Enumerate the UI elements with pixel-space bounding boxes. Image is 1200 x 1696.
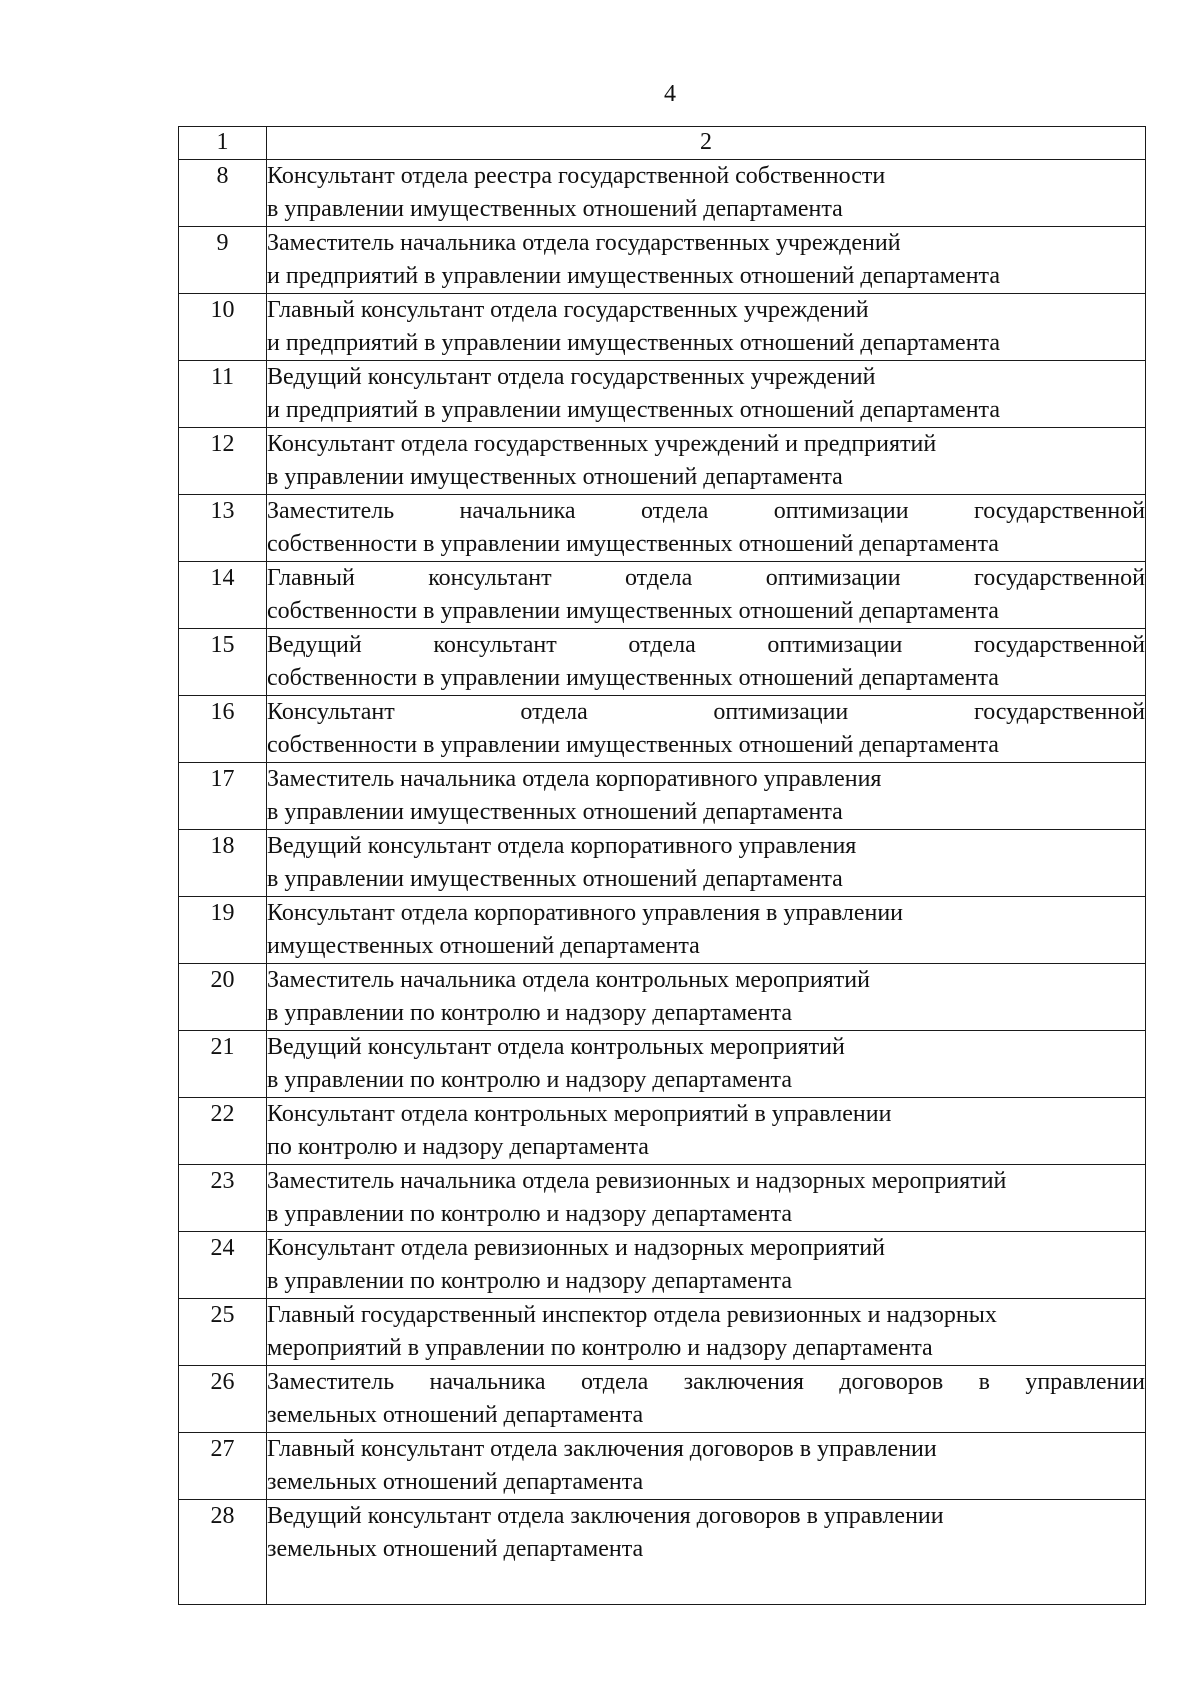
- table-row: [179, 428, 1146, 495]
- row-number: 19: [179, 897, 267, 964]
- table-row: [179, 1165, 1146, 1232]
- position-title: [267, 1366, 1146, 1433]
- row-number: 25: [179, 1299, 267, 1366]
- position-title: [267, 1299, 1146, 1366]
- position-title: [267, 495, 1146, 562]
- position-title-line: в управлении по контролю и надзору департамента: [267, 1000, 792, 1026]
- position-title: [267, 964, 1146, 1031]
- row-number: 27: [179, 1433, 267, 1500]
- position-title-line: Главный консультант отдела государственных учреждений: [267, 297, 869, 323]
- row-number: 13: [179, 495, 267, 562]
- position-title: [267, 629, 1146, 696]
- row-number: 14: [179, 562, 267, 629]
- position-title-line: Ведущий консультант отдела оптимизации государственной: [267, 632, 1145, 658]
- position-title-line: Заместитель начальника отдела ревизионных и надзорных мероприятий: [267, 1168, 1007, 1194]
- position-title-line: Главный государственный инспектор отдела ревизионных и надзорных: [267, 1302, 997, 1328]
- header-col-2: 2: [267, 127, 1146, 160]
- row-number: 16: [179, 696, 267, 763]
- position-title-line: собственности в управлении имущественных отношений департамента: [267, 598, 999, 624]
- position-title: [267, 897, 1146, 964]
- table-row: [179, 361, 1146, 428]
- position-title-line: земельных отношений департамента: [267, 1536, 644, 1562]
- position-title: [267, 1232, 1146, 1299]
- table-row: [179, 227, 1146, 294]
- position-title-line: Консультант отдела государственных учреждений и предприятий: [267, 431, 937, 457]
- row-number: 24: [179, 1232, 267, 1299]
- position-title-line: и предприятий в управлении имущественных отношений департамента: [267, 397, 1000, 423]
- position-title-line: Ведущий консультант отдела заключения договоров в управлении: [267, 1503, 944, 1529]
- position-title-line: Консультант отдела корпоративного управления в управлении: [267, 900, 903, 926]
- position-title: [267, 1098, 1146, 1165]
- position-title: [267, 1433, 1146, 1500]
- position-title-line: в управлении по контролю и надзору департамента: [267, 1268, 792, 1294]
- position-title-line: Ведущий консультант отдела корпоративного управления: [267, 833, 857, 859]
- row-number: 23: [179, 1165, 267, 1232]
- position-title: [267, 227, 1146, 294]
- position-title: [267, 428, 1146, 495]
- row-number: 11: [179, 361, 267, 428]
- position-title-line: Ведущий консультант отдела государственных учреждений: [267, 364, 876, 390]
- position-title-line: Заместитель начальника отдела оптимизации государственной: [267, 498, 1145, 524]
- position-title-line: Главный консультант отдела заключения договоров в управлении: [267, 1436, 937, 1462]
- table-row: [179, 696, 1146, 763]
- position-title: [267, 696, 1146, 763]
- table-row: [179, 629, 1146, 696]
- table-row: [179, 160, 1146, 227]
- table-row: [179, 897, 1146, 964]
- position-title-line: Консультант отдела оптимизации государственной: [267, 699, 1145, 725]
- position-title-line: Заместитель начальника отдела государственных учреждений: [267, 230, 901, 256]
- row-number: 15: [179, 629, 267, 696]
- table-header-row: [179, 127, 1146, 160]
- row-number: 21: [179, 1031, 267, 1098]
- position-title: [267, 830, 1146, 897]
- table-row: [179, 830, 1146, 897]
- position-title-line: Заместитель начальника отдела заключения договоров в управлении: [267, 1369, 1145, 1395]
- position-title-line: Консультант отдела реестра государственной собственности: [267, 163, 886, 189]
- row-number: 18: [179, 830, 267, 897]
- position-title-line: по контролю и надзору департамента: [267, 1134, 649, 1160]
- position-title-line: мероприятий в управлении по контролю и надзору департамента: [267, 1335, 933, 1361]
- position-title-line: в управлении имущественных отношений департамента: [267, 196, 843, 222]
- position-title-line: Консультант отдела ревизионных и надзорных мероприятий: [267, 1235, 885, 1261]
- header-col-1: 1: [179, 127, 267, 160]
- position-title: [267, 763, 1146, 830]
- position-title-line: собственности в управлении имущественных отношений департамента: [267, 531, 999, 557]
- position-title-line: Заместитель начальника отдела корпоративного управления: [267, 766, 882, 792]
- position-title-line: земельных отношений департамента: [267, 1469, 644, 1495]
- position-title: [267, 1031, 1146, 1098]
- position-title-line: Заместитель начальника отдела контрольных мероприятий: [267, 967, 870, 993]
- position-title-line: в управлении имущественных отношений департамента: [267, 464, 843, 490]
- position-title-line: Главный консультант отдела оптимизации государственной: [267, 565, 1145, 591]
- table-row: [179, 294, 1146, 361]
- table-row: [179, 1232, 1146, 1299]
- row-number: 17: [179, 763, 267, 830]
- table-row: [179, 1299, 1146, 1366]
- position-title-line: земельных отношений департамента: [267, 1402, 644, 1428]
- table-body: [179, 127, 1146, 1605]
- position-title-line: в управлении имущественных отношений департамента: [267, 799, 843, 825]
- table-row: [179, 1433, 1146, 1500]
- row-number: 12: [179, 428, 267, 495]
- position-title-line: и предприятий в управлении имущественных отношений департамента: [267, 330, 1000, 356]
- row-number: 9: [179, 227, 267, 294]
- position-title-line: Консультант отдела контрольных мероприятий в управлении: [267, 1101, 892, 1127]
- row-number: 10: [179, 294, 267, 361]
- position-title: [267, 1500, 1146, 1605]
- position-title-line: и предприятий в управлении имущественных отношений департамента: [267, 263, 1000, 289]
- row-number: 28: [179, 1500, 267, 1605]
- position-title: [267, 160, 1146, 227]
- position-title-line: в управлении по контролю и надзору департамента: [267, 1067, 792, 1093]
- table-row: [179, 495, 1146, 562]
- position-title-line: собственности в управлении имущественных отношений департамента: [267, 665, 999, 691]
- position-title: [267, 562, 1146, 629]
- table-row: [179, 964, 1146, 1031]
- table-row: [179, 1366, 1146, 1433]
- position-title: [267, 1165, 1146, 1232]
- position-title: [267, 361, 1146, 428]
- table-row: [179, 1098, 1146, 1165]
- position-title-line: имущественных отношений департамента: [267, 933, 700, 959]
- row-number: 26: [179, 1366, 267, 1433]
- positions-table: [178, 126, 1146, 1605]
- table-row: [179, 763, 1146, 830]
- position-title-line: собственности в управлении имущественных отношений департамента: [267, 732, 999, 758]
- position-title-line: Ведущий консультант отдела контрольных мероприятий: [267, 1034, 845, 1060]
- position-title-line: в управлении по контролю и надзору департамента: [267, 1201, 792, 1227]
- position-title: [267, 294, 1146, 361]
- row-number: 20: [179, 964, 267, 1031]
- table-row: [179, 1500, 1146, 1605]
- table-row: [179, 1031, 1146, 1098]
- row-number: 8: [179, 160, 267, 227]
- table-row: [179, 562, 1146, 629]
- position-title-line: в управлении имущественных отношений департамента: [267, 866, 843, 892]
- page-number: 4: [664, 81, 676, 107]
- row-number: 22: [179, 1098, 267, 1165]
